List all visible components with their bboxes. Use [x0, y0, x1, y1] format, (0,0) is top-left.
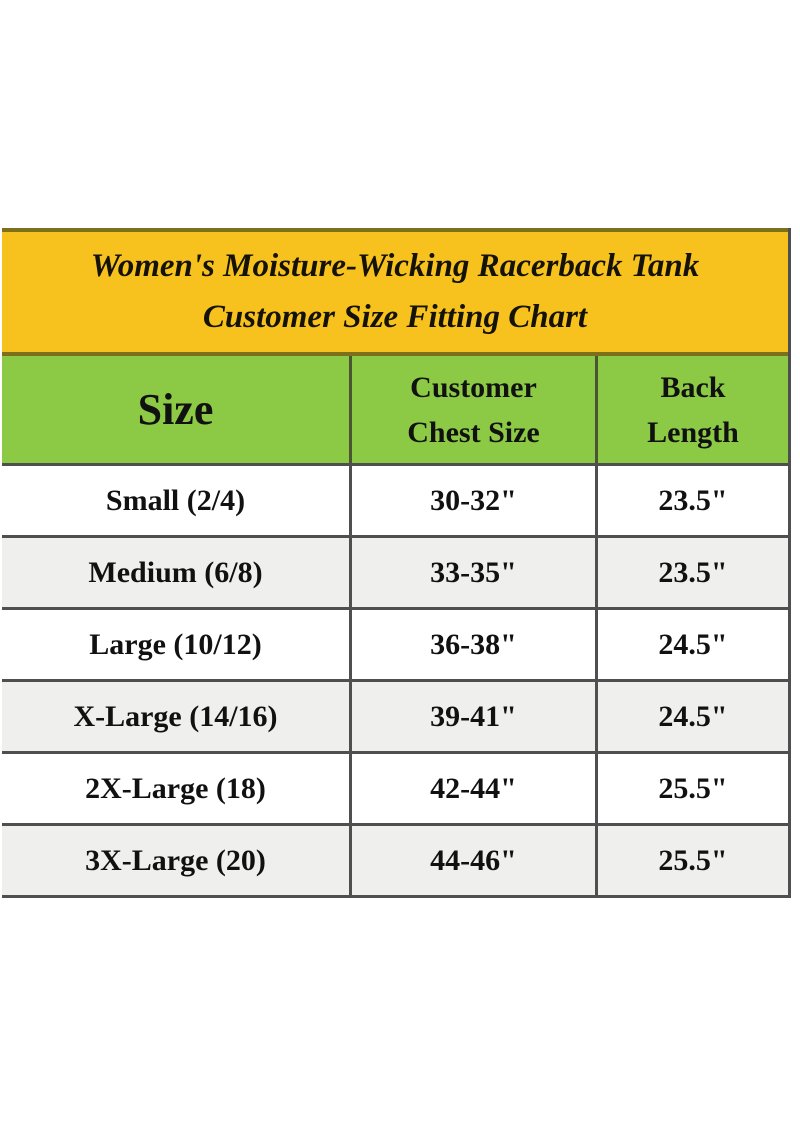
chest-cell: 30-32"	[352, 466, 598, 535]
back-cell: 23.5"	[658, 555, 728, 589]
back-cell: 24.5"	[658, 627, 728, 661]
back-cell: 25.5"	[658, 771, 728, 805]
back-cell: 24.5"	[658, 699, 728, 733]
header-size	[2, 356, 352, 463]
header-chest-line2: Chest Size	[407, 415, 540, 449]
header-back-line2: Length	[647, 415, 739, 449]
header-chest-line1: Customer	[410, 370, 537, 404]
back-cell: 23.5"	[658, 483, 728, 517]
size-cell: Small (2/4)	[2, 466, 352, 535]
chest-cell: 33-35"	[352, 538, 598, 607]
table-row	[2, 466, 788, 538]
header-back-length	[598, 356, 788, 463]
size-cell: 2X-Large (18)	[2, 754, 352, 823]
table-row	[2, 682, 788, 754]
chart-title-line1: Women's Moisture-Wicking Racerback Tank	[90, 247, 700, 284]
size-cell: 3X-Large (20)	[2, 826, 352, 895]
chart-title-line2: Customer Size Fitting Chart	[202, 299, 588, 335]
back-cell: 25.5"	[658, 843, 728, 877]
table-row	[2, 826, 788, 898]
size-cell: Medium (6/8)	[2, 538, 352, 607]
chest-cell: 44-46"	[352, 826, 598, 895]
size-cell: Large (10/12)	[2, 610, 352, 679]
chart-title-banner	[2, 228, 788, 356]
table-row	[2, 610, 788, 682]
header-chest-size	[352, 356, 598, 463]
table-header-row	[2, 356, 788, 466]
chest-cell: 36-38"	[352, 610, 598, 679]
table-row	[2, 754, 788, 826]
header-size-label: Size	[137, 384, 214, 434]
header-back-line1: Back	[660, 370, 726, 404]
chest-cell: 42-44"	[352, 754, 598, 823]
size-cell: X-Large (14/16)	[2, 682, 352, 751]
size-fitting-chart	[2, 228, 791, 898]
table-row	[2, 538, 788, 610]
chest-cell: 39-41"	[352, 682, 598, 751]
